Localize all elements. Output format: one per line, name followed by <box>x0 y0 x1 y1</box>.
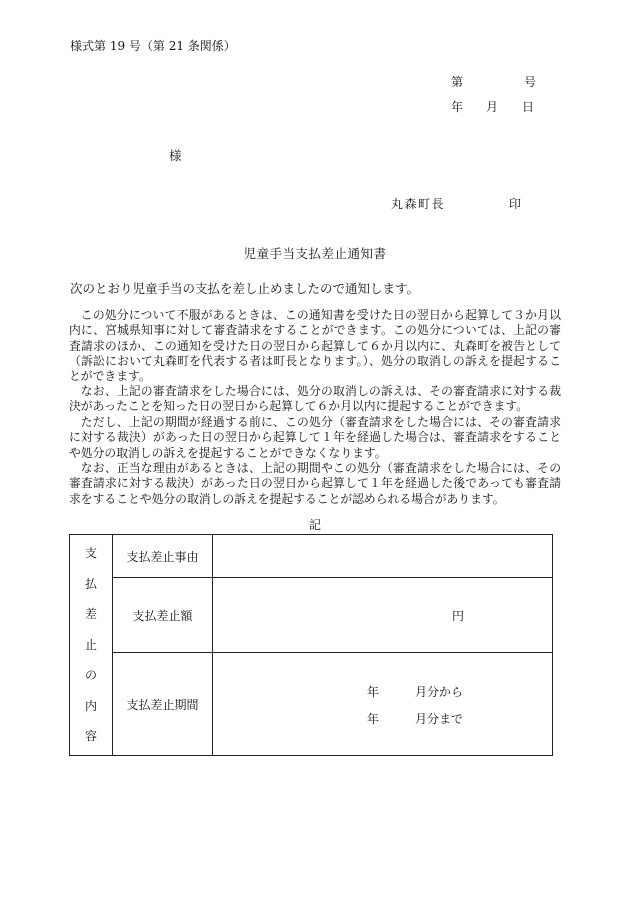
vertical-header-char: 支 <box>84 546 97 561</box>
period-from-year: 年 <box>367 685 380 699</box>
reason-label: 支払差止事由 <box>113 535 213 578</box>
seal-mark: 印 <box>509 197 522 211</box>
vertical-header-char: 止 <box>84 637 97 652</box>
reason-value <box>213 535 553 578</box>
amount-label: 支払差止額 <box>113 578 213 653</box>
appeal-paragraph-3: ただし、上記の期間が経過する前に、この処分（審査請求をした場合には、その審査請求に対する裁決）があった日の翌日から起算して１年を経過した場合は、審査請求をすることや処分の取消しの訴えを提起することができなくなります。 <box>69 415 561 460</box>
table-row <box>70 653 553 756</box>
period-label: 支払差止期間 <box>113 653 213 756</box>
vertical-header-char: 差 <box>84 607 97 622</box>
table-row <box>70 535 553 578</box>
date-month-label: 月 <box>486 100 499 114</box>
suspension-details-table <box>69 534 553 756</box>
vertical-header-char: 払 <box>84 576 97 591</box>
period-value-cell <box>213 653 553 756</box>
date-year-label: 年 <box>451 100 464 114</box>
vertical-header-char: 容 <box>84 729 97 744</box>
appeal-paragraph-2: なお、上記の審査請求をした場合には、処分の取消しの訴えは、その審査請求に対する裁決があったことを知った日の翌日から起算して６か月以内に提起することができます。 <box>69 384 561 414</box>
period-to-year: 年 <box>367 712 380 726</box>
period-to-month: 月分まで <box>415 712 464 726</box>
addressee-honorific: 様 <box>169 148 182 163</box>
document-number-suffix: 号 <box>524 75 537 89</box>
intro-text: 次のとおり児童手当の支払を差し止めましたので通知します。 <box>70 281 420 296</box>
document-title: 児童手当支払差止通知書 <box>243 246 387 261</box>
vertical-header-char: の <box>84 668 97 683</box>
table-row <box>70 578 553 653</box>
document-number-label: 第 <box>451 75 464 89</box>
appeal-paragraph-1: この処分について不服があるときは、この通知書を受けた日の翌日から起算して３か月以内に、宮城県知事に対して審査請求をすることができます。この処分については、上記の審査請求のほか、この通知を受けた日の翌日から起算して６か月以内に、丸森町を被告として（訴訟において丸森町を代表する者は町長となります。）、処分の取消しの訴えを提起することができます。 <box>69 308 561 384</box>
form-number: 様式第 19 号（第 21 条関係） <box>70 39 236 53</box>
ki-label: 記 <box>308 518 321 532</box>
amount-value-cell <box>213 578 553 653</box>
amount-unit: 円 <box>452 609 465 623</box>
vertical-header-char: 内 <box>84 698 97 713</box>
date-day-label: 日 <box>522 100 535 114</box>
vertical-header-cell <box>70 535 113 756</box>
appeal-paragraph-4: なお、正当な理由があるときは、上記の期間やこの処分（審査請求をした場合には、その審査請求に対する裁決）があった日の翌日から起算して１年を経過した後であっても審査請求をすることや処分の取消しの訴えを提起することが認められる場合があります。 <box>69 461 561 506</box>
issuer-name: 丸森町長 <box>391 197 446 211</box>
period-from-month: 月分から <box>415 685 464 699</box>
